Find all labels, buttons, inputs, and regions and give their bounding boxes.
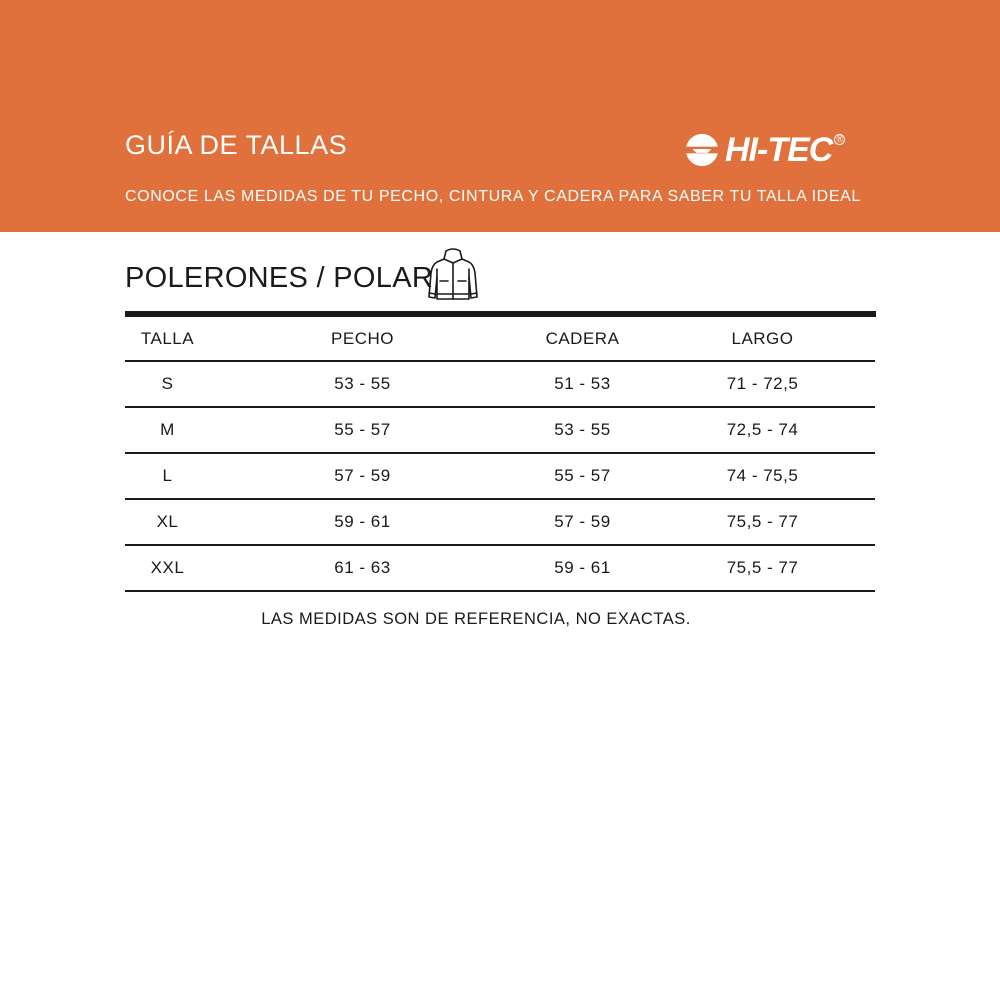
table-row [125,499,875,545]
cell-cadera: 51 - 53 [515,361,650,407]
cell-largo: 71 - 72,5 [650,361,875,407]
cell-pecho: 61 - 63 [210,545,515,591]
cell-talla: XL [125,499,210,545]
footnote [0,610,1000,629]
page-title: GUÍA DE TALLAS [125,130,348,160]
header-banner [0,0,1000,232]
brand-name: HI-TEC [725,130,833,169]
footnote-text: LAS MEDIDAS SON DE REFERENCIA, NO EXACTAS. [261,610,691,628]
cell-largo: 75,5 - 77 [650,499,875,545]
cell-pecho: 53 - 55 [210,361,515,407]
column-header-pecho: PECHO [210,317,515,361]
cell-pecho: 59 - 61 [210,499,515,545]
size-table [125,317,875,592]
cell-largo: 74 - 75,5 [650,453,875,499]
cell-cadera: 57 - 59 [515,499,650,545]
table-row [125,545,875,591]
cell-talla: XXL [125,545,210,591]
table-header-row [125,317,875,361]
cell-pecho: 57 - 59 [210,453,515,499]
table-row [125,453,875,499]
cell-pecho: 55 - 57 [210,407,515,453]
column-header-talla: TALLA [125,317,210,361]
cell-cadera: 55 - 57 [515,453,650,499]
registered-mark: ® [834,134,845,145]
section-title: POLERONES / POLAR [125,262,434,294]
cell-largo: 72,5 - 74 [650,407,875,453]
cell-talla: M [125,407,210,453]
table-row [125,361,875,407]
cell-talla: S [125,361,210,407]
cell-cadera: 59 - 61 [515,545,650,591]
brand-logo [683,130,845,170]
cell-cadera: 53 - 55 [515,407,650,453]
cell-largo: 75,5 - 77 [650,545,875,591]
column-header-largo: LARGO [650,317,875,361]
column-header-cadera: CADERA [515,317,650,361]
page-subtitle: CONOCE LAS MEDIDAS DE TU PECHO, CINTURA Y CADERA PARA SABER TU TALLA IDEAL [125,188,861,205]
hi-tec-logo-icon [683,131,721,169]
jacket-icon [426,247,480,303]
cell-talla: L [125,453,210,499]
table-row [125,407,875,453]
